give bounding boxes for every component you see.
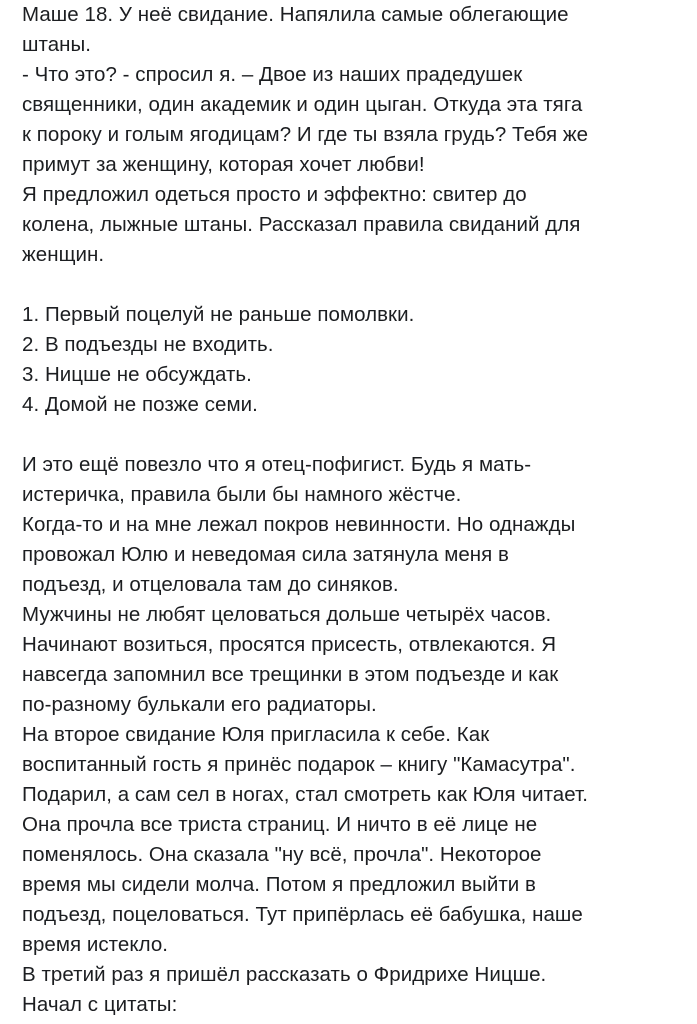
post-text-line: Подарил, а сам сел в ногах, стал смотреть как Юля читает. [22, 783, 588, 806]
post-text-line: истеричка, правила были бы намного жёстче. [22, 483, 462, 506]
post-text-line: Начинают возиться, просятся присесть, отвлекаются. Я [22, 633, 557, 656]
post-text-line: В третий раз я пришёл рассказать о Фридрихе Ницше. [22, 963, 547, 986]
post-text-line: Мужчины не любят целоваться дольше четырёх часов. [22, 603, 552, 626]
post-text-line: время мы сидели молча. Потом я предложил выйти в [22, 873, 536, 896]
post-text-line: поменялось. Она сказала "ну всё, прочла". Некоторое [22, 843, 542, 866]
rule-item: 4. Домой не позже семи. [22, 393, 258, 416]
post-text-line: воспитанный гость я принёс подарок – книгу "Камасутра". [22, 753, 576, 776]
post-text-line: Маше 18. У неё свидание. Напялила самые облегающие [22, 3, 569, 26]
post-text-line: На второе свидание Юля пригласила к себе. Как [22, 723, 490, 746]
post-text-line: навсегда запомнил все трещинки в этом подъезде и как [22, 663, 559, 686]
post-text-line: по-разному булькали его радиаторы. [22, 693, 377, 716]
post-text-line: колена, лыжные штаны. Рассказал правила свиданий для [22, 213, 581, 236]
post-text-line: Начал с цитаты: [22, 993, 178, 1016]
post-text-line: Я предложил одеться просто и эффектно: свитер до [22, 183, 527, 206]
post-text-line: к пороку и голым ягодицам? И где ты взяла грудь? Тебя же [22, 123, 589, 146]
post-text-line: подъезд, поцеловаться. Тут припёрлась её бабушка, наше [22, 903, 583, 926]
post-text-line: - Что это? - спросил я. – Двое из наших прадедушек [22, 63, 523, 86]
post-body [22, 0, 692, 1020]
post-text-line: И это ещё повезло что я отец-пофигист. Будь я мать- [22, 453, 532, 476]
rule-item: 1. Первый поцелуй не раньше помолвки. [22, 303, 415, 326]
paragraph-gap [22, 270, 692, 300]
post-text-line: время истекло. [22, 933, 169, 956]
post-text-line: провожал Юлю и неведомая сила затянула меня в [22, 543, 509, 566]
post-text-line: Она прочла все триста страниц. И ничто в её лице не [22, 813, 538, 836]
post-text-line: Когда-то и на мне лежал покров невинности. Но однажды [22, 513, 576, 536]
rule-item: 2. В подъезды не входить. [22, 333, 274, 356]
post-text-line: примут за женщину, которая хочет любви! [22, 153, 425, 176]
paragraph-gap [22, 420, 692, 450]
post-text-line: подъезд, и отцеловала там до синяков. [22, 573, 399, 596]
post-text-line: женщин. [22, 243, 105, 266]
rule-item: 3. Ницше не обсуждать. [22, 363, 252, 386]
post-text-line: штаны. [22, 33, 92, 56]
post-text-line: священники, один академик и один цыган. Откуда эта тяга [22, 93, 583, 116]
